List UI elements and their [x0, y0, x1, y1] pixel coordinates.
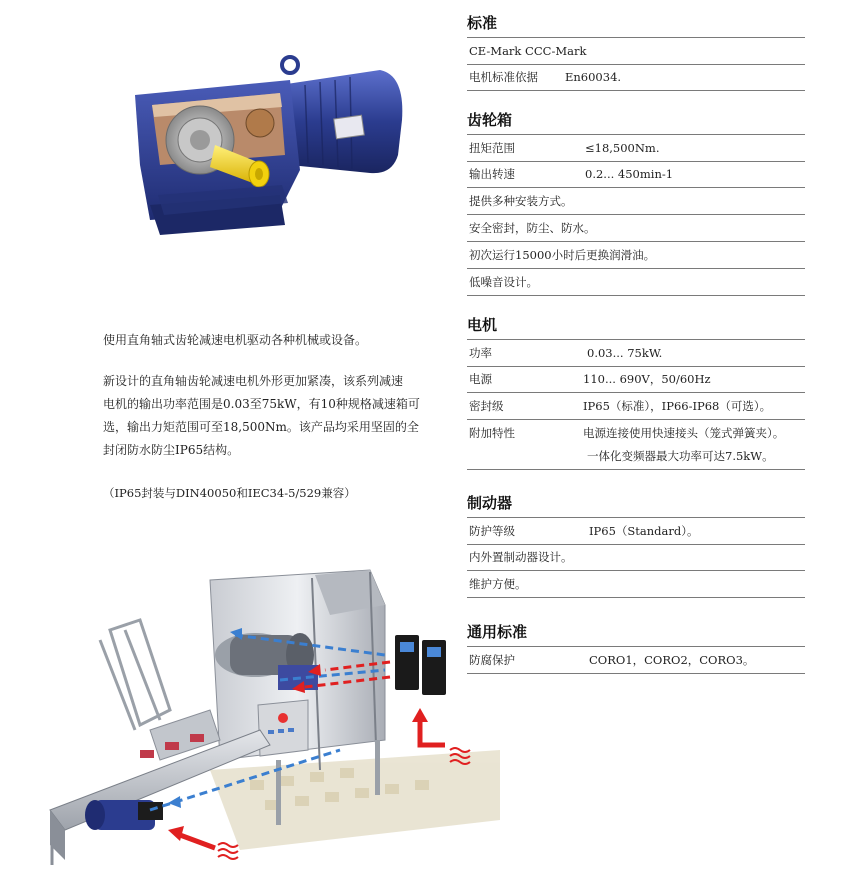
spec-row — [467, 646, 805, 674]
spec-key: 初次运行15000小时后更换润滑油。 — [469, 248, 656, 262]
description-intro: 使用直角轴式齿轮减速电机驱动各种机械或设备。 — [103, 333, 368, 347]
spec-key: 密封级 — [469, 399, 504, 413]
spec-row — [467, 517, 805, 545]
spec-key: 安全密封，防尘、防水。 — [469, 221, 596, 235]
spec-value: IP65（Standard）。 — [589, 524, 699, 538]
spec-value: 110... 690V，50/60Hz — [583, 372, 711, 386]
spec-value: CORO1，CORO2，CORO3。 — [589, 653, 755, 667]
spec-row — [467, 161, 805, 188]
spec-key: 低噪音设计。 — [469, 275, 538, 289]
spec-row — [467, 242, 805, 269]
section-title-brake: 制动器 — [467, 494, 513, 512]
spec-row — [467, 269, 805, 296]
spec-value: ≤18,500Nm. — [585, 141, 660, 155]
spec-key: 功率 — [469, 346, 492, 360]
spec-key: 防护等级 — [469, 524, 515, 538]
spec-row — [467, 37, 805, 65]
spec-row — [467, 571, 805, 598]
gear-motor-illustration — [130, 45, 420, 240]
spec-key: 防腐保护 — [469, 653, 515, 667]
description-line: 封闭防水防尘IP65结构。 — [103, 443, 240, 457]
spec-row — [467, 215, 805, 242]
spec-value: 一体化变频器最大功率可达7.5kW。 — [587, 449, 774, 463]
spec-key: 输出转速 — [469, 167, 515, 181]
section-title-motor: 电机 — [467, 316, 498, 334]
spec-row — [467, 134, 805, 162]
description-line: 选，输出力矩范围可至18,500Nm。该产品均采用坚固的全 — [103, 420, 419, 434]
spec-value: IP65（标准），IP66-IP68（可选）。 — [583, 399, 772, 413]
spec-value: 电源连接使用快速接头（笼式弹簧夹）。 — [583, 426, 785, 440]
description-line: 新设计的直角轴齿轮减速电机外形更加紧凑，该系列减速 — [103, 374, 404, 388]
spec-row — [467, 544, 805, 571]
description-body — [103, 370, 448, 462]
spec-row — [467, 188, 805, 215]
spec-row — [467, 443, 805, 470]
spec-key: CE-Mark CCC-Mark — [469, 44, 587, 58]
spec-row — [467, 64, 805, 91]
spec-key: 维护方便。 — [469, 577, 527, 591]
spec-value: En60034. — [565, 70, 622, 84]
description-line: 电机的输出功率范围是0.03至75kW，有10种规格减速箱可 — [103, 397, 420, 411]
section-title-standards: 标准 — [467, 14, 498, 32]
spec-value: 0.03... 75kW. — [587, 346, 663, 360]
spec-row — [467, 339, 805, 367]
description-note: （IP65封装与DIN40050和IEC34-5/529兼容） — [103, 486, 356, 500]
application-scene-illustration — [40, 560, 510, 880]
spec-key: 电机标准依据 — [469, 70, 538, 84]
spec-key: 内外置制动器设计。 — [469, 550, 573, 564]
spec-key: 附加特性 — [469, 426, 515, 440]
section-title-gearbox: 齿轮箱 — [467, 111, 513, 129]
spec-row — [467, 366, 805, 393]
section-title-general: 通用标准 — [467, 623, 528, 641]
spec-key: 扭矩范围 — [469, 141, 515, 155]
spec-row — [467, 393, 805, 420]
spec-key: 电源 — [469, 372, 492, 386]
spec-key: 提供多种安装方式。 — [469, 194, 573, 208]
spec-value: 0.2... 450min-1 — [585, 167, 674, 181]
